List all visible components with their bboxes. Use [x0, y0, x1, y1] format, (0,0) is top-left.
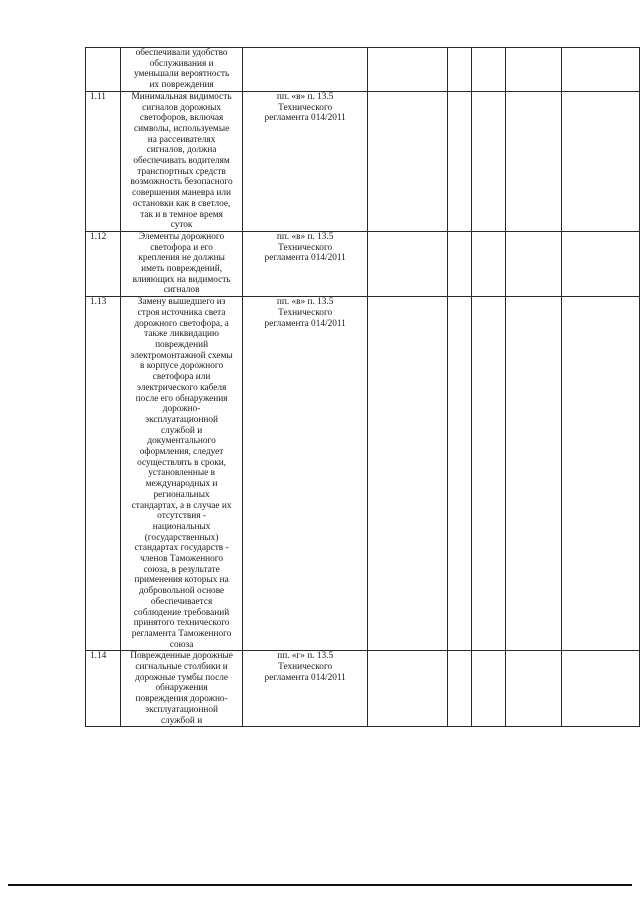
- blank-cell-3: [472, 651, 506, 727]
- requirement-line: символы, используемые: [133, 123, 230, 134]
- blank-cell-2: [447, 651, 472, 727]
- requirement-line: совершения маневра или: [132, 188, 231, 199]
- checklist-body: [86, 48, 640, 727]
- requirement-line: также ликвидацию: [144, 329, 219, 340]
- requirement-line: обеспечивать водителям: [133, 156, 230, 167]
- reference-line: Технического: [278, 102, 333, 113]
- item-number: 1.11: [86, 91, 121, 231]
- table-row: [86, 651, 640, 727]
- requirement-line: установленные в: [148, 468, 215, 479]
- requirement-line: светофора и его: [150, 242, 213, 253]
- reference-cell: [243, 91, 368, 231]
- requirement-line: суток: [170, 220, 193, 231]
- requirement-line: так и в темное время: [140, 209, 223, 220]
- requirement-line: документального: [147, 436, 216, 447]
- reference-line: регламента 014/2011: [264, 318, 346, 329]
- requirement-line: международных и: [145, 479, 218, 490]
- blank-cell-3: [472, 48, 506, 92]
- table-row: [86, 297, 640, 651]
- footer-rule: [8, 884, 632, 886]
- reference-line: пп. «в» п. 13.5: [276, 231, 334, 242]
- requirement-line: добровольной основе: [139, 586, 225, 597]
- reference-line: Технического: [278, 242, 333, 253]
- requirement-line: в корпусе дорожного: [140, 361, 224, 372]
- reference-cell: [243, 231, 368, 296]
- requirement-line: службой и: [160, 715, 203, 726]
- blank-cell-3: [472, 231, 506, 296]
- requirement-line: электромонтажной схемы: [130, 350, 233, 361]
- item-number: 1.13: [86, 297, 121, 651]
- blank-cell-4: [506, 91, 562, 231]
- blank-cell-2: [447, 91, 472, 231]
- item-number: [86, 48, 121, 92]
- blank-cell-5: [561, 651, 639, 727]
- reference-cell: [243, 48, 368, 92]
- reference-line: пп. «в» п. 13.5: [276, 297, 334, 308]
- requirement-line: эксплуатационной: [145, 704, 219, 715]
- requirement-line: иметь повреждений,: [141, 264, 223, 275]
- reference-line: Технического: [278, 307, 333, 318]
- requirement-line: оформления, следует: [139, 447, 224, 458]
- table-row: [86, 231, 640, 296]
- requirement-line: регламента Таможенного: [131, 628, 232, 639]
- requirement-line: службой и: [160, 425, 203, 436]
- requirement-line: союза, в результате: [143, 564, 220, 575]
- item-number: 1.12: [86, 231, 121, 296]
- requirement-cell: [121, 651, 243, 727]
- requirement-line: обеспечивается: [150, 596, 213, 607]
- reference-line: пп. «в» п. 13.5: [276, 91, 334, 102]
- requirement-line: осуществлять в сроки,: [137, 457, 227, 468]
- blank-cell-4: [506, 297, 562, 651]
- blank-cell-5: [561, 231, 639, 296]
- requirement-line: принятого технического: [133, 618, 230, 629]
- requirement-cell: [121, 297, 243, 651]
- requirement-line: сигнальные столбики и: [135, 662, 228, 673]
- blank-cell-5: [561, 48, 639, 92]
- requirement-cell: [121, 91, 243, 231]
- table-row: [86, 48, 640, 92]
- requirement-line: обнаружения: [155, 683, 208, 694]
- reference-cell: [243, 651, 368, 727]
- requirement-line: повреждения дорожно-: [135, 694, 228, 705]
- table-row: [86, 91, 640, 231]
- blank-cell-2: [447, 297, 472, 651]
- blank-cell-4: [506, 651, 562, 727]
- blank-cell-3: [472, 91, 506, 231]
- requirement-line: влияющих на видимость: [132, 274, 231, 285]
- blank-cell-5: [561, 91, 639, 231]
- requirement-line: их повреждения: [149, 80, 214, 91]
- requirement-line: светофоров, включая: [139, 113, 224, 124]
- blank-cell-1: [368, 91, 447, 231]
- requirement-line: обеспечивали удобство: [135, 48, 228, 58]
- requirement-line: применения которых на: [134, 575, 229, 586]
- requirement-line: дорожно-: [162, 404, 201, 415]
- reference-cell: [243, 297, 368, 651]
- requirement-line: Элементы дорожного: [139, 231, 225, 242]
- requirement-line: сигналов, должна: [146, 145, 217, 156]
- requirement-line: возможность безопасного: [130, 177, 233, 188]
- blank-cell-2: [447, 231, 472, 296]
- requirement-line: на рассеивателях: [147, 134, 216, 145]
- requirement-cell: [121, 48, 243, 92]
- requirement-line: Поврежденные дорожные: [130, 651, 233, 662]
- requirement-line: стандартах государств -: [134, 543, 229, 554]
- requirement-line: строя источника света: [137, 307, 226, 318]
- requirement-line: стандартах, а в случае их: [131, 500, 232, 511]
- requirement-line: уменьшали вероятность: [133, 69, 230, 80]
- blank-cell-1: [368, 297, 447, 651]
- checklist-table: [85, 47, 640, 727]
- requirement-line: дорожного светофора, а: [134, 318, 229, 329]
- requirement-line: Замену вышедшего из: [137, 297, 226, 308]
- reference-line: Технического: [278, 662, 333, 673]
- requirement-line: электрического кабеля: [136, 382, 227, 393]
- item-number: 1.14: [86, 651, 121, 727]
- reference-line: регламента 014/2011: [264, 672, 346, 683]
- requirement-line: отсутствия -: [157, 511, 206, 522]
- requirement-line: крепления не должны: [138, 253, 225, 264]
- requirement-line: повреждений: [155, 339, 209, 350]
- requirement-line: Минимальная видимость: [131, 91, 232, 102]
- requirement-line: светофора или: [152, 372, 211, 383]
- blank-cell-1: [368, 231, 447, 296]
- requirement-line: соблюдение требований: [133, 607, 230, 618]
- reference-line: регламента 014/2011: [264, 253, 346, 264]
- requirement-line: транспортных средств: [137, 166, 226, 177]
- requirement-line: сигналов: [163, 285, 200, 296]
- requirement-line: обслуживания и: [149, 58, 214, 69]
- requirement-line: сигналов дорожных: [142, 102, 221, 113]
- blank-cell-5: [561, 297, 639, 651]
- requirement-line: союза: [169, 639, 194, 650]
- reference-line: регламента 014/2011: [264, 113, 346, 124]
- requirement-line: региональных: [153, 489, 210, 500]
- requirement-line: членов Таможенного: [140, 554, 224, 565]
- requirement-cell: [121, 231, 243, 296]
- blank-cell-3: [472, 297, 506, 651]
- requirement-line: эксплуатационной: [145, 414, 219, 425]
- blank-cell-4: [506, 48, 562, 92]
- requirement-line: (государственных): [144, 532, 219, 543]
- requirement-line: национальных: [152, 521, 211, 532]
- requirement-line: остановки как в светлое,: [132, 198, 231, 209]
- blank-cell-1: [368, 651, 447, 727]
- blank-cell-4: [506, 231, 562, 296]
- blank-cell-1: [368, 48, 447, 92]
- blank-cell-2: [447, 48, 472, 92]
- requirement-line: дорожные тумбы после: [135, 672, 229, 683]
- requirement-line: после его обнаружения: [135, 393, 228, 404]
- reference-line: пп. «г» п. 13.5: [277, 651, 334, 662]
